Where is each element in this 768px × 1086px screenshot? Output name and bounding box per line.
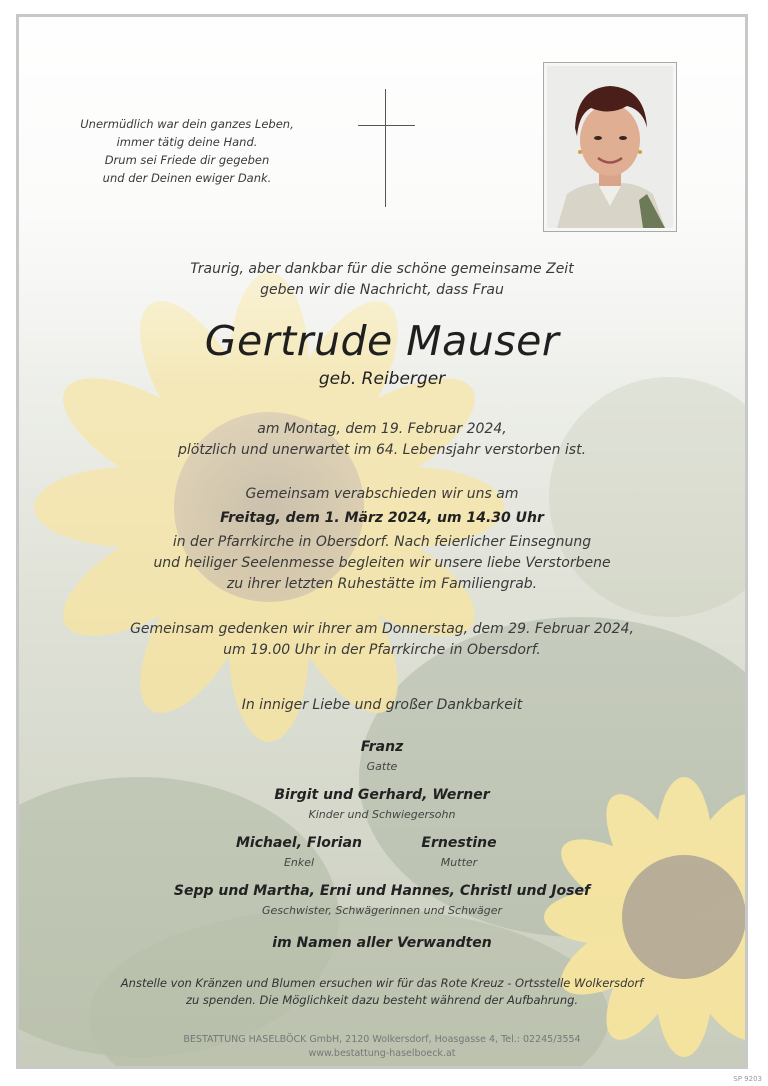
poem-line: Drum sei Friede dir gegeben	[104, 153, 270, 167]
mourner-relation: Gatte	[366, 760, 398, 773]
mourner-name: Franz	[360, 739, 404, 755]
cross-horizontal-bar	[358, 125, 415, 126]
funeral-home-address: BESTATTUNG HASELBÖCK GmbH, 2120 Wolkersdorf, Hoasgasse 4, Tel.: 02245/3554	[183, 1034, 581, 1045]
donation-line: zu spenden. Die Möglichkeit dazu besteht während der Aufbahrung.	[185, 993, 579, 1007]
funeral-home-footer	[19, 1033, 745, 1061]
poem-line: Unermüdlich war dein ganzes Leben,	[80, 117, 294, 131]
intro-line: geben wir die Nachricht, dass Frau	[260, 282, 504, 298]
funeral-date: Freitag, dem 1. März 2024, um 14.30 Uhr	[220, 510, 544, 526]
obituary-frame	[16, 14, 748, 1069]
all-relatives-line: im Namen aller Verwandten	[272, 935, 492, 951]
death-notice	[19, 419, 745, 461]
mourner-relation: Enkel	[283, 856, 315, 869]
mourner-relation: Kinder und Schwiegersohn	[308, 808, 456, 821]
portrait-frame	[543, 62, 677, 232]
mourner-relation: Geschwister, Schwägerinnen und Schwäger	[261, 904, 503, 917]
mourner-name: Sepp und Martha, Erni und Hannes, Christl und Josef	[173, 883, 591, 899]
cross-vertical-bar	[385, 89, 386, 207]
death-line: plötzlich und unerwartet im 64. Lebensjahr verstorben ist.	[177, 442, 587, 458]
donation-line: Anstelle von Kränzen und Blumen ersuchen wir für das Rote Kreuz - Ortsstelle Wolkersdorf	[120, 976, 644, 990]
funeral-home-website: www.bestattung-haselboeck.at	[308, 1048, 456, 1059]
memorial-line: um 19.00 Uhr in der Pfarrkirche in Obersdorf.	[223, 642, 541, 658]
mourner-relation: Mutter	[440, 856, 478, 869]
farewell-line: Gemeinsam verabschieden wir uns am	[245, 486, 519, 502]
portrait-photo	[547, 66, 673, 228]
memorial-section	[19, 619, 745, 661]
farewell-line: zu ihrer letzten Ruhestätte im Familiengrab.	[226, 576, 538, 592]
poem-line: und der Deinen ewiger Dank.	[102, 171, 272, 185]
maiden-name: geb. Reiberger	[318, 369, 446, 389]
deceased-name: Gertrude Mauser	[204, 317, 560, 365]
mourner-name: Michael, Florian	[235, 835, 363, 851]
document-code: SP 9203	[733, 1075, 762, 1083]
poem	[77, 115, 297, 187]
intro-text	[19, 259, 745, 301]
farewell-line: in der Pfarrkirche in Obersdorf. Nach feierlicher Einsegnung	[172, 534, 592, 550]
memorial-line: Gemeinsam gedenken wir ihrer am Donnerstag, dem 29. Februar 2024,	[130, 621, 634, 637]
death-line: am Montag, dem 19. Februar 2024,	[257, 421, 507, 437]
closing-line: In inniger Liebe und großer Dankbarkeit	[241, 697, 523, 713]
poem-line: immer tätig deine Hand.	[116, 135, 258, 149]
intro-line: Traurig, aber dankbar für die schöne gemeinsame Zeit	[190, 261, 574, 277]
farewell-line: und heiliger Seelenmesse begleiten wir unsere liebe Verstorbene	[153, 555, 611, 571]
farewell-section	[19, 484, 745, 595]
mourner-name: Ernestine	[421, 835, 497, 851]
donation-note	[19, 975, 745, 1009]
mourner-name: Birgit und Gerhard, Werner	[274, 787, 490, 803]
